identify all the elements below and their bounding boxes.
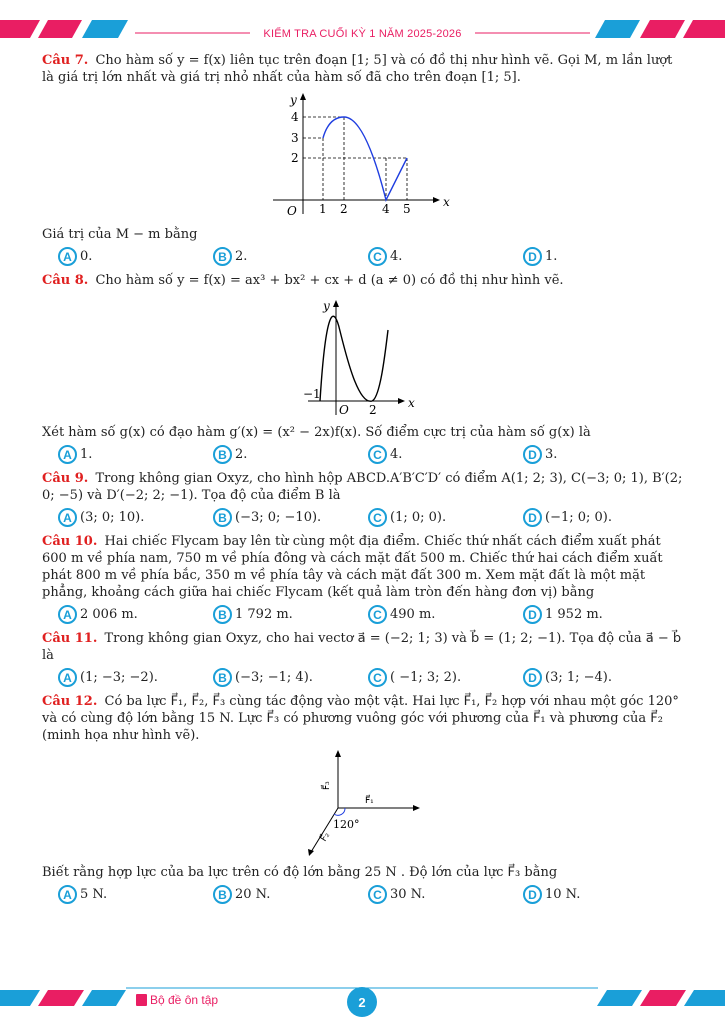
option-letter: B xyxy=(213,445,232,464)
question-9 xyxy=(42,470,684,504)
option-letter: B xyxy=(213,247,232,266)
question-prompt: Biết rằng hợp lực của ba lực trên có độ lớn bằng 25 N . Độ lớn của lực F⃗₃ bằng xyxy=(42,865,558,880)
origin-label: O xyxy=(287,204,297,218)
option-letter: A xyxy=(58,445,77,464)
footer-stripe xyxy=(0,990,40,1006)
q8-graph xyxy=(42,295,684,420)
question-text: Cho hàm số y = f(x) liên tục trên đoạn [1; 5] và có đồ thị như hình vẽ. Gọi M, m lần lượt là giá trị lớn nhất và giá trị nhỏ nhất của hàm số đã cho trên đoạn [1; 5]. xyxy=(42,53,673,85)
option-text: 2 006 m. xyxy=(80,607,138,622)
option-text: 1. xyxy=(545,249,558,264)
y-axis-label: y xyxy=(290,93,297,107)
guide-lines xyxy=(303,117,407,200)
f1-label: F⃗₁ xyxy=(365,796,374,806)
f1-arrow xyxy=(413,805,420,811)
q9-options xyxy=(58,508,684,527)
option-b[interactable] xyxy=(213,668,368,687)
option-text: 490 m. xyxy=(390,607,436,622)
option-c[interactable] xyxy=(368,885,523,904)
option-text: (3; 1; −4). xyxy=(545,670,613,685)
option-c[interactable] xyxy=(368,247,523,266)
option-c[interactable] xyxy=(368,605,523,624)
f2-arrow xyxy=(308,849,314,856)
q12-force-diagram xyxy=(42,750,684,860)
y-axis-label: y xyxy=(323,299,330,313)
question-text: Trong không gian Oxyz, cho hai vectơ a⃗ = (−2; 1; 3) và b⃗ = (1; 2; −1). Tọa độ của a⃗ − b⃗ là xyxy=(42,631,682,663)
option-text: 10 N. xyxy=(545,887,581,902)
option-letter: A xyxy=(58,885,77,904)
function-curve xyxy=(323,117,407,200)
x-tick-label: 1 xyxy=(319,202,327,216)
option-letter: C xyxy=(368,445,387,464)
question-text: Cho hàm số y = f(x) = ax³ + bx² + cx + d (a ≠ 0) có đồ thị như hình vẽ. xyxy=(95,273,564,288)
option-letter: A xyxy=(58,605,77,624)
option-b[interactable] xyxy=(213,508,368,527)
q7-graph-svg xyxy=(273,92,453,222)
x-tick-label: −1 xyxy=(303,387,321,401)
footer-stripe xyxy=(38,990,84,1006)
q10-options xyxy=(58,605,684,624)
header-title: KIỂM TRA CUỐI KỲ 1 NĂM 2025-2026 xyxy=(263,28,462,40)
question-label: Câu 7. xyxy=(42,53,89,68)
option-a[interactable] xyxy=(58,885,213,904)
option-d[interactable] xyxy=(523,605,678,624)
option-text: 3. xyxy=(545,447,558,462)
option-a[interactable] xyxy=(58,247,213,266)
option-a[interactable] xyxy=(58,445,213,464)
y-axis-arrow xyxy=(333,300,339,307)
option-letter: A xyxy=(58,668,77,687)
option-c[interactable] xyxy=(368,668,523,687)
option-b[interactable] xyxy=(213,885,368,904)
footer-stripe xyxy=(597,990,642,1006)
x-axis-arrow xyxy=(398,398,405,404)
f3-label: F⃗₃ xyxy=(322,781,332,790)
option-d[interactable] xyxy=(523,668,678,687)
option-text: 1. xyxy=(80,447,93,462)
option-letter: C xyxy=(368,668,387,687)
option-letter: C xyxy=(368,885,387,904)
option-b[interactable] xyxy=(213,605,368,624)
q7-graph xyxy=(42,92,684,222)
footer-stripe xyxy=(684,990,725,1006)
question-8 xyxy=(42,272,684,289)
f3-arrow xyxy=(335,750,341,757)
option-letter: C xyxy=(368,508,387,527)
footer-stripe xyxy=(640,990,686,1006)
book-icon xyxy=(136,994,147,1006)
option-letter: D xyxy=(523,445,542,464)
option-letter: C xyxy=(368,605,387,624)
option-text: 30 N. xyxy=(390,887,426,902)
q8-graph-svg xyxy=(303,295,423,420)
y-tick-label: 2 xyxy=(291,151,299,165)
option-text: 1 952 m. xyxy=(545,607,603,622)
option-a[interactable] xyxy=(58,668,213,687)
option-text: (1; 0; 0). xyxy=(390,510,447,525)
option-text: 4. xyxy=(390,249,403,264)
y-tick-label: 4 xyxy=(291,110,299,124)
exam-content xyxy=(42,52,684,910)
question-label: Câu 8. xyxy=(42,273,89,288)
question-label: Câu 9. xyxy=(42,471,89,486)
option-letter: D xyxy=(523,247,542,266)
page-number: 2 xyxy=(347,987,377,1017)
option-d[interactable] xyxy=(523,247,678,266)
option-d[interactable] xyxy=(523,508,678,527)
option-text: (−1; 0; 0). xyxy=(545,510,613,525)
option-text: (−3; −1; 4). xyxy=(235,670,313,685)
question-label: Câu 12. xyxy=(42,694,98,709)
option-text: 0. xyxy=(80,249,93,264)
header-banner xyxy=(0,0,725,50)
option-b[interactable] xyxy=(213,247,368,266)
q11-options xyxy=(58,668,684,687)
x-tick-label: 2 xyxy=(369,403,377,417)
question-label: Câu 11. xyxy=(42,631,98,646)
option-text: 1 792 m. xyxy=(235,607,293,622)
x-tick-label: 5 xyxy=(403,202,411,216)
question-label: Câu 10. xyxy=(42,534,98,549)
option-d[interactable] xyxy=(523,885,678,904)
option-c[interactable] xyxy=(368,445,523,464)
q7-options xyxy=(58,247,684,266)
x-axis-label: x xyxy=(408,396,415,410)
option-text: ( −1; 3; 2). xyxy=(390,670,462,685)
option-a[interactable] xyxy=(58,605,213,624)
y-tick-label: 3 xyxy=(291,131,299,145)
x-tick-label: 2 xyxy=(340,202,348,216)
question-prompt: Giá trị của M − m bằng xyxy=(42,227,198,242)
q8-options xyxy=(58,445,684,464)
option-text: (−3; 0; −10). xyxy=(235,510,322,525)
option-letter: D xyxy=(523,508,542,527)
option-letter: D xyxy=(523,668,542,687)
question-10 xyxy=(42,533,684,601)
option-text: 2. xyxy=(235,447,248,462)
question-text: Trong không gian Oxyz, cho hình hộp ABCD.A′B′C′D′ có điểm A(1; 2; 3), C(−3; 0; 1), B′(2; 0; −5) và D′(−2; 2; −1). Tọa độ của điểm B là xyxy=(42,471,683,503)
option-text: 4. xyxy=(390,447,403,462)
question-11 xyxy=(42,630,684,664)
option-b[interactable] xyxy=(213,445,368,464)
origin-label: O xyxy=(339,403,349,417)
option-letter: B xyxy=(213,605,232,624)
question-text: Hai chiếc Flycam bay lên từ cùng một địa điểm. Chiếc thứ nhất cách điểm xuất phát 600 m về phía nam, 750 m về phía đông và cách mặt đất 500 m. Chiếc thứ hai cách điểm xuất phát 800 m về phía bắc, 350 m về phía tây và cách mặt đất 300 m. Xem mặt đất là một mặt phẳng, khoảng cách giữa hai chiếc Flycam (kết quả làm tròn đến hàng đơn vị) bằng xyxy=(42,534,663,600)
option-text: 20 N. xyxy=(235,887,271,902)
option-letter: B xyxy=(213,668,232,687)
option-text: 5 N. xyxy=(80,887,108,902)
footer-label: Bộ đề ôn tập xyxy=(150,993,219,1007)
question-prompt: Xét hàm số g(x) có đạo hàm g′(x) = (x² − 2x)f(x). Số điểm cực trị của hàm số g(x) là xyxy=(42,425,591,440)
option-letter: B xyxy=(213,885,232,904)
x-axis-label: x xyxy=(443,195,450,209)
option-text: (3; 0; 10). xyxy=(80,510,145,525)
f2-label: F⃗₂ xyxy=(319,830,333,844)
option-d[interactable] xyxy=(523,445,678,464)
cubic-curve xyxy=(320,316,388,401)
option-letter: B xyxy=(213,508,232,527)
option-c[interactable] xyxy=(368,508,523,527)
question-7 xyxy=(42,52,684,86)
option-letter: D xyxy=(523,885,542,904)
option-letter: D xyxy=(523,605,542,624)
x-tick-label: 4 xyxy=(382,202,390,216)
x-axis-arrow xyxy=(433,197,440,203)
question-text: Có ba lực F⃗₁, F⃗₂, F⃗₃ cùng tác động vào một vật. Hai lực F⃗₁, F⃗₂ hợp với nhau một góc 120° và có cùng độ lớn bằng 15 N. Lực F⃗₃ có phương vuông góc với phương của F⃗₁ và phương của F⃗₂ (minh họa như hình vẽ). xyxy=(42,694,679,743)
option-letter: C xyxy=(368,247,387,266)
option-a[interactable] xyxy=(58,508,213,527)
footer-stripe xyxy=(82,990,126,1006)
question-12 xyxy=(42,693,684,744)
angle-label: 120° xyxy=(333,818,360,831)
option-text: (1; −3; −2). xyxy=(80,670,158,685)
q12-diagram-svg xyxy=(303,750,423,860)
y-axis-arrow xyxy=(300,93,306,100)
option-text: 2. xyxy=(235,249,248,264)
option-letter: A xyxy=(58,247,77,266)
option-letter: A xyxy=(58,508,77,527)
q12-options xyxy=(58,885,684,904)
